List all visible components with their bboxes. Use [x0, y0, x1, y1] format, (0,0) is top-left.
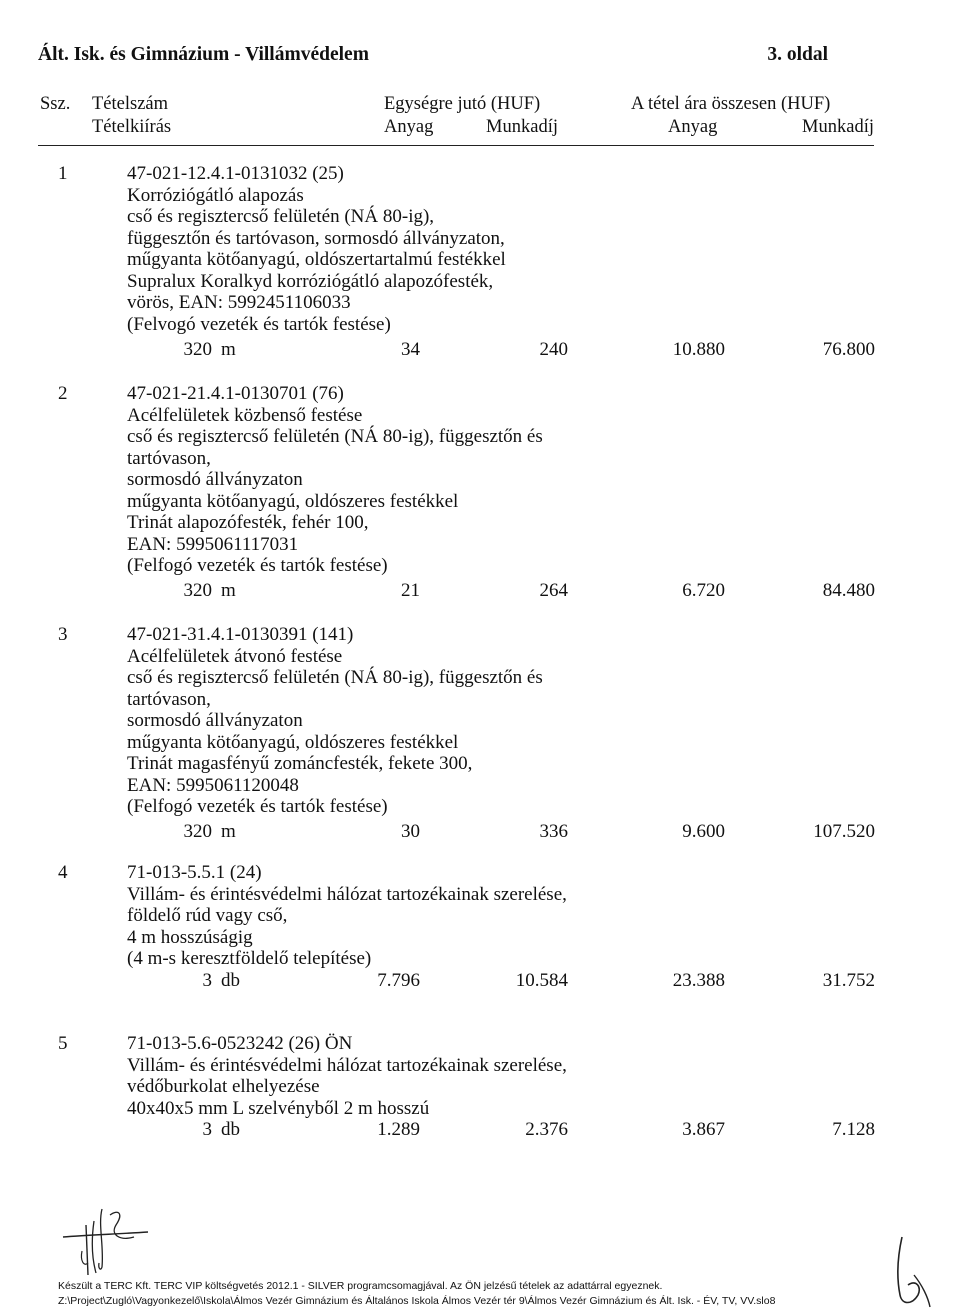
unit-material: 30 — [401, 821, 420, 842]
item-text: Acélfelületek átvonó festése — [127, 645, 343, 667]
item-text: EAN: 5995061117031 — [127, 533, 299, 555]
item-text: (Felvogó vezeték és tartók festése) — [127, 313, 391, 335]
unit-labor: 336 — [539, 821, 568, 842]
item-text: műgyanta kötőanyagú, oldószeres festékkel — [127, 731, 459, 753]
item-text: (Felfogó vezeték és tartók festése) — [127, 555, 388, 576]
col-total-price: A tétel ára összesen (HUF) — [631, 94, 831, 114]
item-code: 47-021-31.4.1-0130391 (141) — [127, 624, 354, 645]
unit-labor: 10.584 — [515, 970, 568, 991]
item-code: 47-021-12.4.1-0131032 (25) — [127, 163, 344, 184]
item-body — [127, 862, 567, 970]
unit: m — [221, 821, 236, 842]
unit: db — [221, 970, 240, 991]
quantity-row — [38, 1119, 878, 1141]
total-labor: 76.800 — [822, 339, 875, 360]
item-text: sormosdó állványzaton — [127, 469, 303, 490]
handwritten-signature — [58, 1205, 168, 1277]
total-material: 9.600 — [682, 821, 725, 842]
item-number: 1 — [58, 163, 68, 184]
item-text: Villám- és érintésvédelmi hálózat tartozékainak szerelése, — [127, 883, 567, 905]
item-body — [127, 624, 543, 818]
total-labor: 7.128 — [832, 1119, 875, 1140]
item-text: Acélfelületek közbenső festése — [127, 404, 363, 426]
document-title: Ált. Isk. és Gimnázium - Villámvédelem — [38, 44, 369, 65]
item-number: 4 — [58, 862, 68, 883]
item-body — [127, 163, 506, 335]
item-code: 71-013-5.6-0523242 (26) ÖN — [127, 1033, 353, 1054]
page-number: 3. oldal — [767, 44, 828, 65]
quantity-row — [38, 580, 878, 602]
item-body — [127, 383, 543, 577]
col-unit-anyag: Anyag — [384, 117, 434, 137]
unit-labor: 2.376 — [525, 1119, 568, 1140]
item-text: földelő rúd vagy cső, — [127, 905, 288, 926]
item-code: 71-013-5.5.1 (24) — [127, 862, 262, 883]
total-material: 10.880 — [672, 339, 725, 360]
header-divider — [38, 145, 874, 146]
item-number: 5 — [58, 1033, 68, 1054]
unit-material: 7.796 — [377, 970, 420, 991]
unit-material: 1.289 — [377, 1119, 420, 1140]
col-unit-munkadij: Munkadíj — [486, 117, 558, 137]
item-number: 3 — [58, 624, 68, 645]
page-header — [38, 44, 828, 66]
total-material: 6.720 — [682, 580, 725, 601]
item-text: Villám- és érintésvédelmi hálózat tartozékainak szerelése, — [127, 1054, 567, 1076]
quantity: 320 — [183, 580, 212, 601]
total-material: 23.388 — [672, 970, 725, 991]
item-text: tartóvason, — [127, 447, 211, 469]
item-number: 2 — [58, 383, 68, 404]
unit: m — [221, 580, 236, 601]
item-text: EAN: 5995061120048 — [127, 774, 299, 796]
quantity: 3 — [202, 970, 212, 991]
quantity-row — [38, 970, 878, 992]
item-text: Supralux Koralkyd korróziógátló alapozófesték, — [127, 270, 494, 292]
item-text: sormosdó állványzaton — [127, 710, 303, 731]
item-code: 47-021-21.4.1-0130701 (76) — [127, 383, 344, 404]
total-material: 3.867 — [682, 1119, 725, 1140]
col-total-anyag: Anyag — [668, 117, 718, 137]
unit: m — [221, 339, 236, 360]
item-text: vörös, EAN: 5992451106033 — [127, 292, 351, 313]
item-text: Trinát alapozófesték, fehér 100, — [127, 512, 369, 533]
col-total-munkadij: Munkadíj — [802, 117, 874, 137]
item-text: 4 m hosszúságig — [127, 926, 253, 948]
total-labor: 84.480 — [822, 580, 875, 601]
total-labor: 31.752 — [822, 970, 875, 991]
handwritten-mark — [894, 1235, 934, 1309]
quantity: 3 — [202, 1119, 212, 1140]
item-text: cső és regisztercső felületén (NÁ 80-ig), — [127, 206, 435, 227]
unit-labor: 240 — [539, 339, 568, 360]
item-body — [127, 1033, 567, 1119]
item-text: műgyanta kötőanyagú, oldószertartalmú festékkel — [127, 249, 506, 270]
item-text: tartóvason, — [127, 688, 211, 710]
quantity: 320 — [183, 821, 212, 842]
unit-material: 34 — [401, 339, 420, 360]
item-text: Korróziógátló alapozás — [127, 184, 304, 206]
unit-labor: 264 — [539, 580, 568, 601]
unit: db — [221, 1119, 240, 1140]
item-text: függesztőn és tartóvason, sormosdó állványzaton, — [127, 227, 505, 249]
col-unit-price: Egységre jutó (HUF) — [384, 94, 541, 114]
item-text: Trinát magasfényű zománcfesték, fekete 300, — [127, 753, 473, 774]
item-text: műgyanta kötőanyagú, oldószeres festékkel — [127, 490, 459, 512]
col-ssz: Ssz. — [40, 94, 71, 114]
item-text: 40x40x5 mm L szelvényből 2 m hosszú — [127, 1097, 430, 1119]
footer-generated-by: Készült a TERC Kft. TERC VIP költségvetés 2012.1 - SILVER programcsomagjával. Az ÖN jelzésű tételek az adattárral egyeznek. — [58, 1280, 663, 1292]
col-tetelkiiras: Tételkiírás — [92, 117, 172, 137]
item-text: cső és regisztercső felületén (NÁ 80-ig), függesztőn és — [127, 426, 543, 447]
item-text: (Felfogó vezeték és tartók festése) — [127, 796, 388, 817]
col-tetelszam: Tételszám — [92, 94, 169, 114]
quantity: 320 — [183, 339, 212, 360]
unit-material: 21 — [401, 580, 420, 601]
item-text: védőburkolat elhelyezése — [127, 1076, 320, 1097]
quantity-row — [38, 821, 878, 843]
total-labor: 107.520 — [813, 821, 875, 842]
footer-file-path: Z:\Project\Zugló\Vagyonkezelő\Iskola\Álmos Vezér Gimnázium és Általános Iskola Álmos Vezér tér 9\Álmos Vezér Gimnázium és Ált. Isk. - ÉV, TV, VV.slo8 — [58, 1295, 776, 1307]
item-text: (4 m-s keresztföldelő telepítése) — [127, 948, 372, 969]
quantity-row — [38, 339, 878, 361]
item-text: cső és regisztercső felületén (NÁ 80-ig), függesztőn és — [127, 667, 543, 688]
